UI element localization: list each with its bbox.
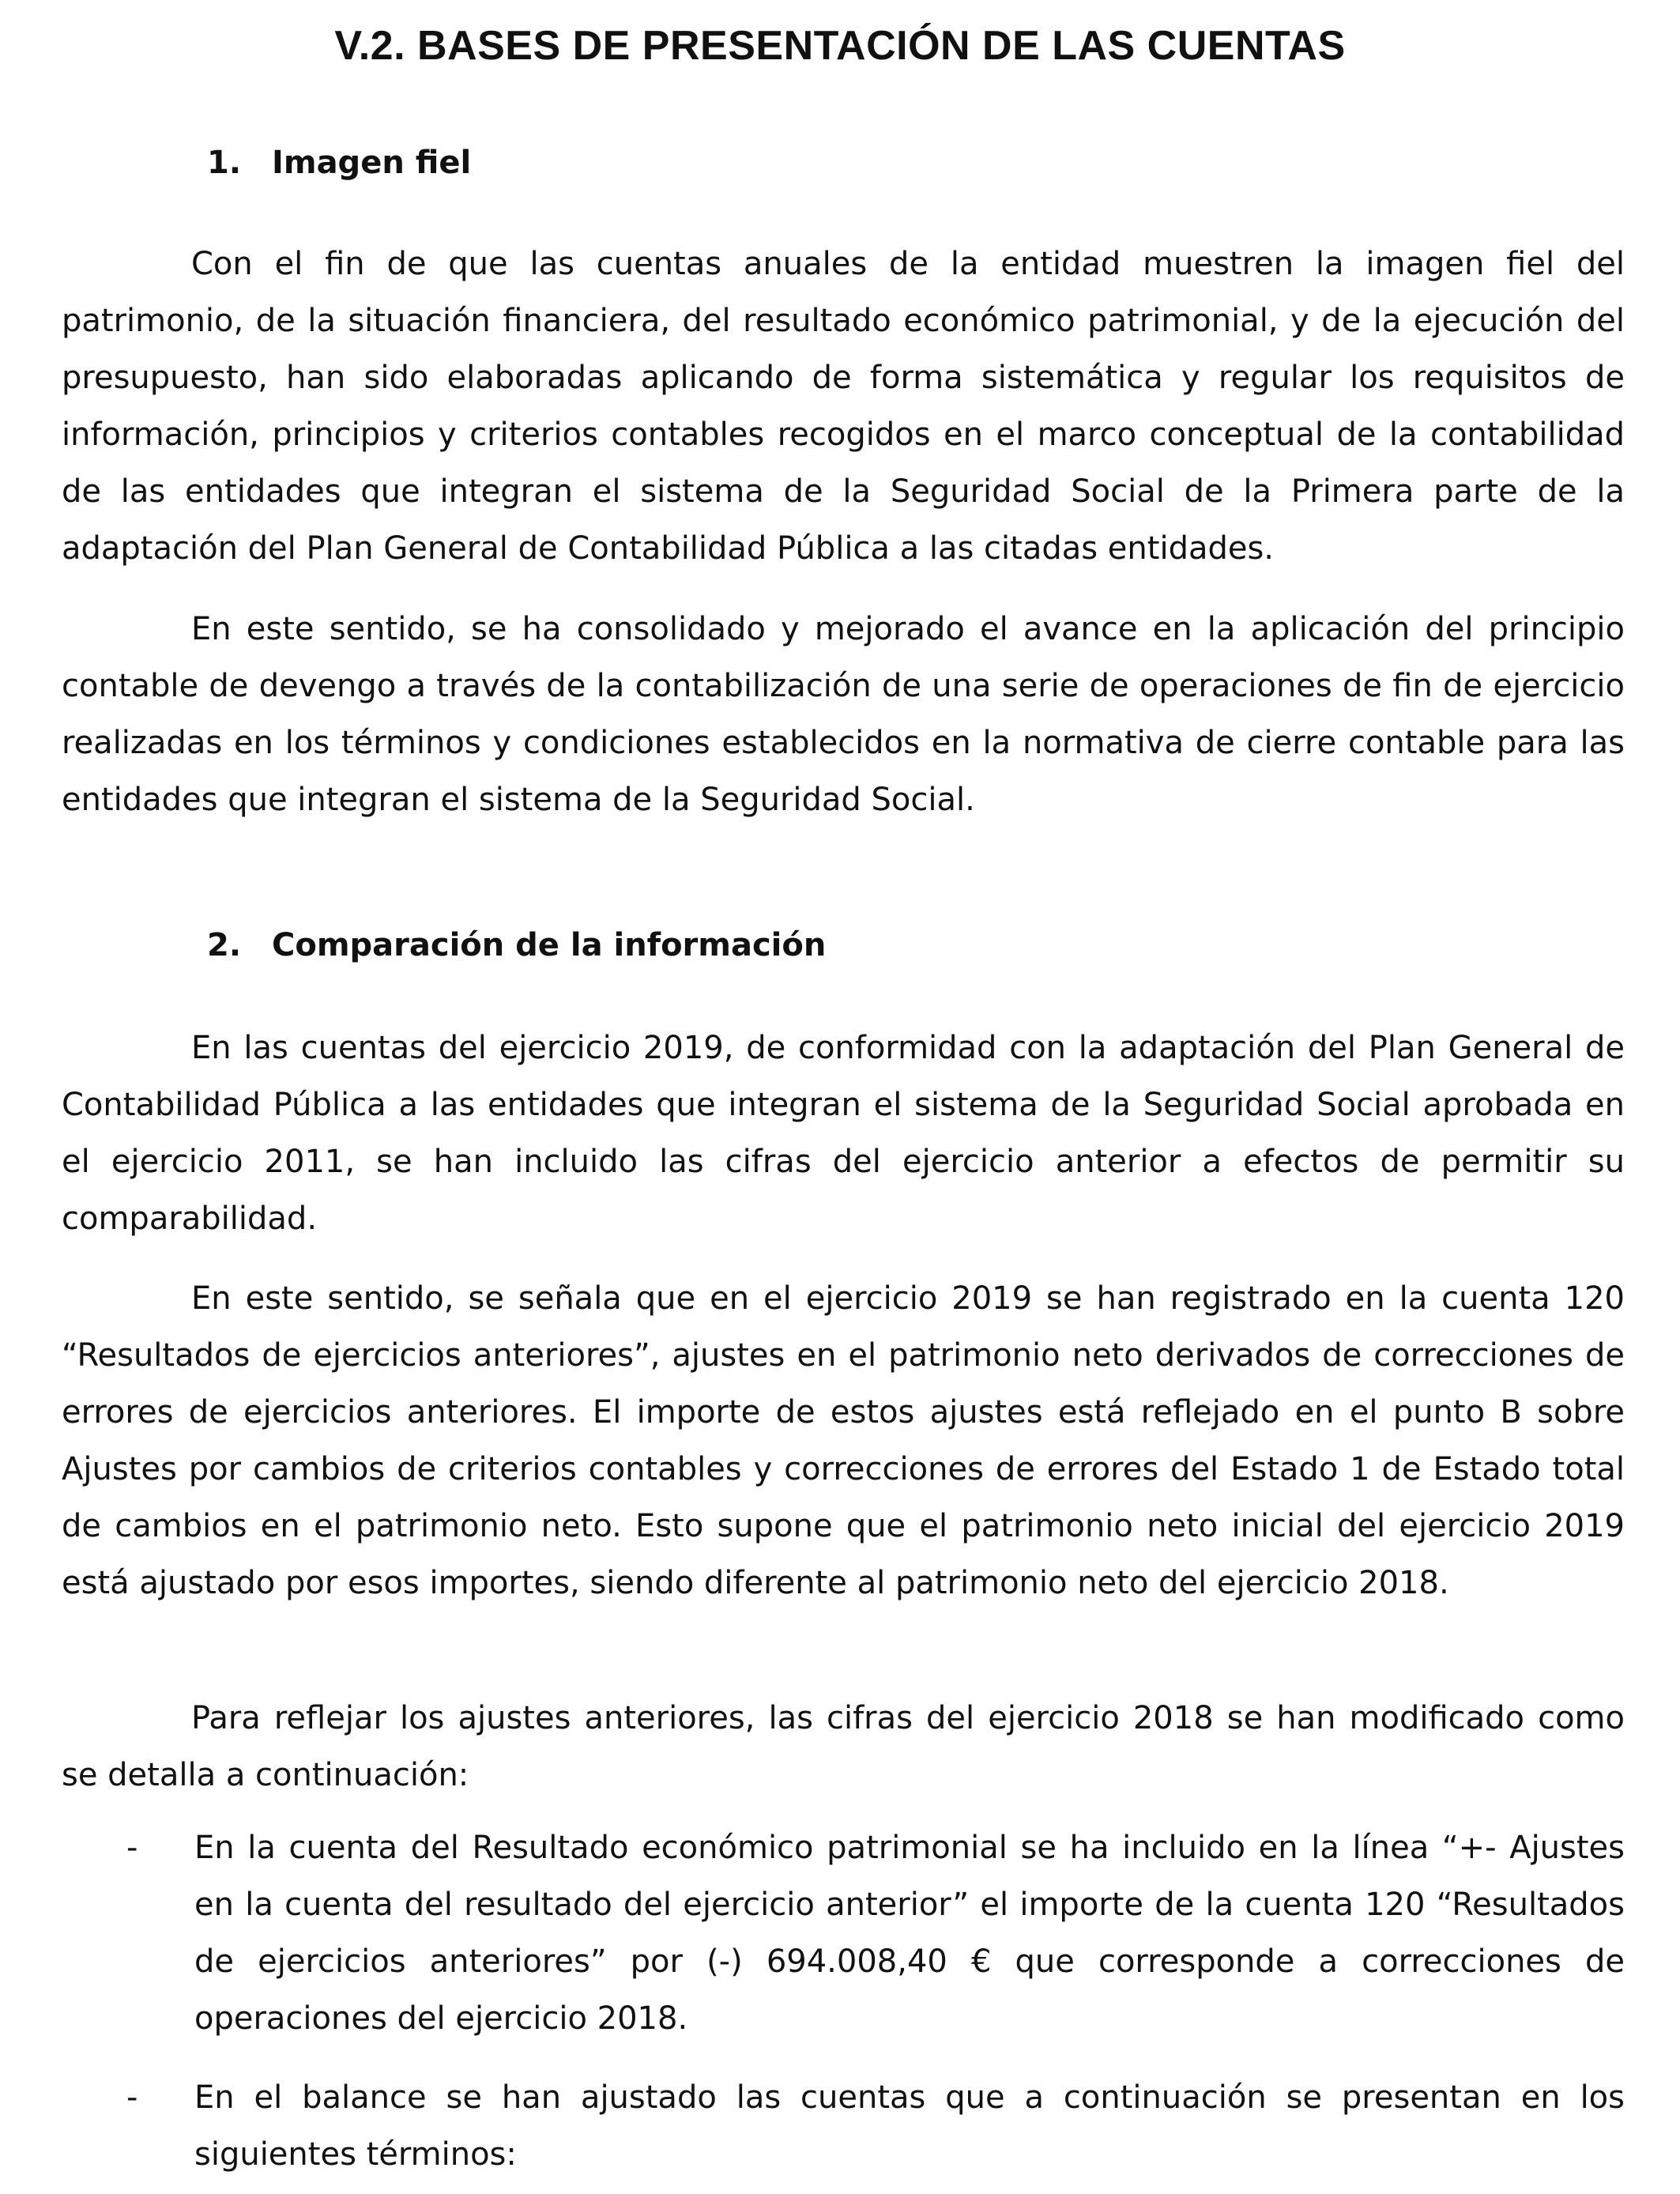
paragraph-comparacion-2: En este sentido, se señala que en el ejercicio 2019 se han registrado en la cuenta 120 “Resultados de ejercicios anteriores”, ajustes en el patrimonio neto derivados de correcciones de errores de ejercicios anteriores. El importe de estos ajustes está reflejado en el punto B sobre Ajustes por cambios de criterios contables y correcciones de errores del Estado 1 de Estado total de cambios en el patrimonio neto. Esto supone que el patrimonio neto inicial del ejercicio 2019 está ajustado por esos importes, siendo diferente al patrimonio neto del ejercicio 2018. <box>62 1280 1625 1601</box>
section-number: 1. <box>207 145 242 181</box>
section-heading-imagen-fiel <box>207 141 471 185</box>
bullet-text: En la cuenta del Resultado económico patrimonial se ha incluido en la línea “+- Ajustes en la cuenta del resultado del ejercicio anterior” el importe de la cuenta 120 “Resultados de ejercicios anteriores” por (-) 694.008,40 € que corresponde a correcciones de operaciones del ejercicio 2018. <box>194 1830 1625 2037</box>
paragraph-comparacion-3: Para reflejar los ajustes anteriores, las cifras del ejercicio 2018 se han modificado como se detalla a continuación: <box>62 1700 1625 1793</box>
section-title: Imagen fiel <box>272 145 472 181</box>
bullet-item <box>126 1819 1625 2047</box>
bullet-marker: - <box>126 2079 138 2116</box>
bullet-marker: - <box>126 1830 138 1866</box>
document-title: V.2. BASES DE PRESENTACIÓN DE LAS CUENTAS <box>334 23 1346 69</box>
paragraph-comparacion-1: En las cuentas del ejercicio 2019, de conformidad con la adaptación del Plan General de Contabilidad Pública a las entidades que integran el sistema de la Seguridad Social aprobada en el ejercicio 2011, se han incluido las cifras del ejercicio anterior a efectos de permitir su comparabilidad. <box>62 1030 1625 1237</box>
paragraph-imagen-fiel-2: En este sentido, se ha consolidado y mejorado el avance en la aplicación del principio contable de devengo a través de la contabilización de una serie de operaciones de fin de ejercicio realizadas en los términos y condiciones establecidos en la normativa de cierre contable para las entidades que integran el sistema de la Seguridad Social. <box>62 611 1625 818</box>
section-heading-comparacion <box>207 923 826 967</box>
bullet-text: En el balance se han ajustado las cuentas que a continuación se presentan en los siguientes términos: <box>194 2079 1625 2173</box>
paragraph-imagen-fiel-1: Con el fin de que las cuentas anuales de la entidad muestren la imagen fiel del patrimonio, de la situación financiera, del resultado económico patrimonial, y de la ejecución del presupuesto, han sido elaboradas aplicando de forma sistemática y regular los requisitos de información, principios y criterios contables recogidos en el marco conceptual de la contabilidad de las entidades que integran el sistema de la Seguridad Social de la Primera parte de la adaptación del Plan General de Contabilidad Pública a las citadas entidades. <box>62 246 1625 567</box>
section-number: 2. <box>207 927 242 963</box>
section-title: Comparación de la información <box>272 927 827 963</box>
bullet-item <box>126 2069 1625 2183</box>
